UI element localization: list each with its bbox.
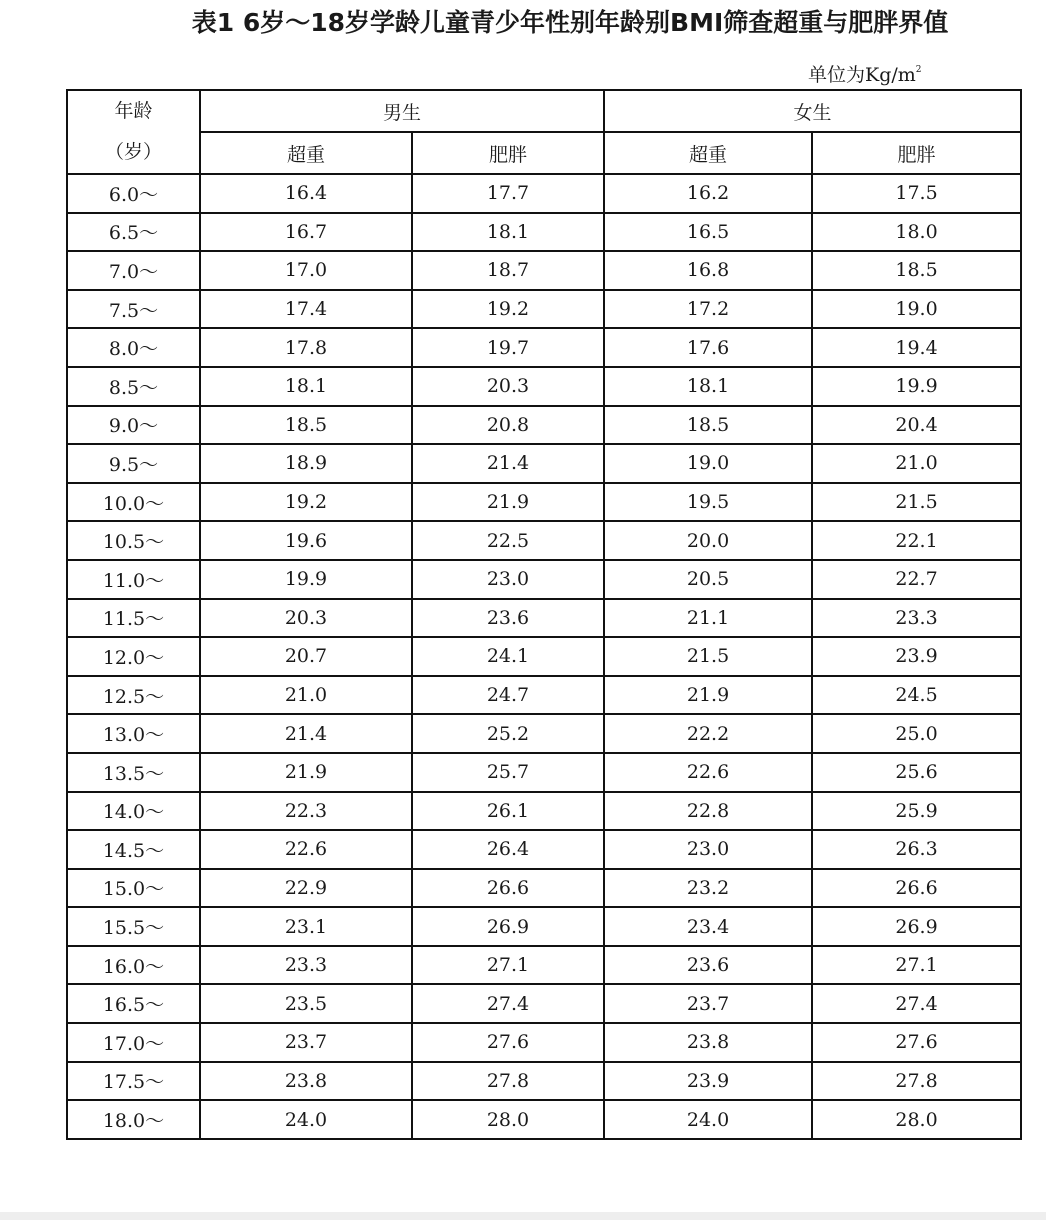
- table-row: [67, 406, 1021, 445]
- age-cell: 16.0～: [67, 946, 200, 985]
- male-obesity-cell: 19.7: [412, 328, 604, 367]
- age-cell: 14.0～: [67, 792, 200, 831]
- age-cell: 11.0～: [67, 560, 200, 599]
- age-header-label: 年龄: [114, 100, 153, 122]
- age-cell: 15.0～: [67, 869, 200, 908]
- table-row: [67, 984, 1021, 1023]
- male-overweight-cell: 20.7: [200, 637, 412, 676]
- table-row: [67, 946, 1021, 985]
- female-overweight-cell: 20.0: [604, 521, 812, 560]
- female-obesity-cell: 27.4: [812, 984, 1021, 1023]
- unit-text: 单位为Kg/m: [808, 64, 916, 86]
- female-obesity-cell: 19.9: [812, 367, 1021, 406]
- male-overweight-cell: 23.5: [200, 984, 412, 1023]
- male-overweight-cell: 21.9: [200, 753, 412, 792]
- table-row: [67, 251, 1021, 290]
- table-row: [67, 714, 1021, 753]
- female-overweight-cell: 24.0: [604, 1100, 812, 1139]
- male-overweight-cell: 17.8: [200, 328, 412, 367]
- female-overweight-cell: 21.9: [604, 676, 812, 715]
- age-cell: 9.5～: [67, 444, 200, 483]
- female-obesity-cell: 22.7: [812, 560, 1021, 599]
- female-overweight-cell: 22.2: [604, 714, 812, 753]
- male-overweight-cell: 21.0: [200, 676, 412, 715]
- female-obesity-cell: 17.5: [812, 174, 1021, 213]
- male-overweight-header: 超重: [200, 132, 412, 174]
- female-obesity-cell: 25.9: [812, 792, 1021, 831]
- male-obesity-cell: 19.2: [412, 290, 604, 329]
- age-cell: 11.5～: [67, 599, 200, 638]
- female-obesity-cell: 26.6: [812, 869, 1021, 908]
- male-overweight-cell: 23.7: [200, 1023, 412, 1062]
- age-cell: 13.0～: [67, 714, 200, 753]
- male-obesity-cell: 18.7: [412, 251, 604, 290]
- male-obesity-cell: 26.6: [412, 869, 604, 908]
- age-cell: 18.0～: [67, 1100, 200, 1139]
- female-overweight-cell: 23.2: [604, 869, 812, 908]
- bmi-cutoff-table: [66, 89, 1022, 1140]
- male-overweight-cell: 16.4: [200, 174, 412, 213]
- female-overweight-cell: 23.6: [604, 946, 812, 985]
- female-overweight-header: 超重: [604, 132, 812, 174]
- table-header: [67, 90, 1021, 174]
- table-row: [67, 1100, 1021, 1139]
- table-row: [67, 869, 1021, 908]
- female-obesity-cell: 26.3: [812, 830, 1021, 869]
- age-cell: 17.5～: [67, 1062, 200, 1101]
- male-obesity-cell: 21.9: [412, 483, 604, 522]
- female-overweight-cell: 19.5: [604, 483, 812, 522]
- male-obesity-cell: 25.2: [412, 714, 604, 753]
- age-cell: 12.5～: [67, 676, 200, 715]
- table-row: [67, 328, 1021, 367]
- age-cell: 15.5～: [67, 907, 200, 946]
- age-cell: 10.0～: [67, 483, 200, 522]
- male-overweight-cell: 17.0: [200, 251, 412, 290]
- table-row: [67, 792, 1021, 831]
- table-row: [67, 1062, 1021, 1101]
- female-obesity-cell: 22.1: [812, 521, 1021, 560]
- male-obesity-cell: 24.7: [412, 676, 604, 715]
- male-overweight-cell: 18.9: [200, 444, 412, 483]
- table-row: [67, 1023, 1021, 1062]
- male-obesity-cell: 26.1: [412, 792, 604, 831]
- female-overweight-cell: 23.7: [604, 984, 812, 1023]
- female-obesity-cell: 19.0: [812, 290, 1021, 329]
- male-obesity-cell: 20.3: [412, 367, 604, 406]
- female-overweight-cell: 18.5: [604, 406, 812, 445]
- age-cell: 8.0～: [67, 328, 200, 367]
- age-header-unit: （岁）: [104, 141, 162, 163]
- header-row-categories: [67, 132, 1021, 174]
- female-obesity-cell: 27.6: [812, 1023, 1021, 1062]
- male-obesity-cell: 17.7: [412, 174, 604, 213]
- female-obesity-cell: 27.8: [812, 1062, 1021, 1101]
- male-overweight-cell: 16.7: [200, 213, 412, 252]
- male-obesity-cell: 26.4: [412, 830, 604, 869]
- table-row: [67, 753, 1021, 792]
- age-cell: 9.0～: [67, 406, 200, 445]
- table-row: [67, 174, 1021, 213]
- female-overweight-cell: 23.9: [604, 1062, 812, 1101]
- age-cell: 10.5～: [67, 521, 200, 560]
- female-overweight-cell: 19.0: [604, 444, 812, 483]
- female-overweight-cell: 23.0: [604, 830, 812, 869]
- table-row: [67, 290, 1021, 329]
- table-row: [67, 637, 1021, 676]
- male-overweight-cell: 18.1: [200, 367, 412, 406]
- male-group-header: 男生: [200, 90, 604, 132]
- table-row: [67, 676, 1021, 715]
- male-obesity-cell: 21.4: [412, 444, 604, 483]
- female-obesity-cell: 18.0: [812, 213, 1021, 252]
- male-overweight-cell: 23.8: [200, 1062, 412, 1101]
- table-row: [67, 367, 1021, 406]
- age-cell: 6.5～: [67, 213, 200, 252]
- page-bottom-edge: [0, 1212, 1046, 1220]
- female-overweight-cell: 18.1: [604, 367, 812, 406]
- table-row: [67, 907, 1021, 946]
- header-row-groups: [67, 90, 1021, 132]
- female-group-header: 女生: [604, 90, 1021, 132]
- male-obesity-cell: 27.6: [412, 1023, 604, 1062]
- male-overweight-cell: 23.3: [200, 946, 412, 985]
- male-obesity-cell: 28.0: [412, 1100, 604, 1139]
- female-overweight-cell: 16.8: [604, 251, 812, 290]
- female-obesity-cell: 21.5: [812, 483, 1021, 522]
- male-obesity-cell: 25.7: [412, 753, 604, 792]
- female-obesity-cell: 24.5: [812, 676, 1021, 715]
- table-row: [67, 560, 1021, 599]
- female-overweight-cell: 23.8: [604, 1023, 812, 1062]
- female-overweight-cell: 23.4: [604, 907, 812, 946]
- male-overweight-cell: 18.5: [200, 406, 412, 445]
- female-overweight-cell: 17.2: [604, 290, 812, 329]
- female-obesity-cell: 23.9: [812, 637, 1021, 676]
- male-obesity-cell: 18.1: [412, 213, 604, 252]
- male-overweight-cell: 22.6: [200, 830, 412, 869]
- female-obesity-cell: 18.5: [812, 251, 1021, 290]
- male-obesity-cell: 20.8: [412, 406, 604, 445]
- male-overweight-cell: 19.2: [200, 483, 412, 522]
- female-overweight-cell: 21.1: [604, 599, 812, 638]
- female-obesity-cell: 27.1: [812, 946, 1021, 985]
- table-row: [67, 521, 1021, 560]
- male-obesity-cell: 27.1: [412, 946, 604, 985]
- male-obesity-cell: 24.1: [412, 637, 604, 676]
- male-obesity-cell: 22.5: [412, 521, 604, 560]
- age-cell: 6.0～: [67, 174, 200, 213]
- age-cell: 8.5～: [67, 367, 200, 406]
- male-overweight-cell: 19.9: [200, 560, 412, 599]
- age-cell: 16.5～: [67, 984, 200, 1023]
- male-obesity-header: 肥胖: [412, 132, 604, 174]
- table-row: [67, 599, 1021, 638]
- male-overweight-cell: 22.9: [200, 869, 412, 908]
- male-obesity-cell: 27.4: [412, 984, 604, 1023]
- age-cell: 7.5～: [67, 290, 200, 329]
- male-overweight-cell: 20.3: [200, 599, 412, 638]
- female-obesity-cell: 25.6: [812, 753, 1021, 792]
- female-overweight-cell: 16.2: [604, 174, 812, 213]
- male-overweight-cell: 24.0: [200, 1100, 412, 1139]
- male-overweight-cell: 23.1: [200, 907, 412, 946]
- age-column-header: [67, 90, 200, 174]
- male-overweight-cell: 19.6: [200, 521, 412, 560]
- female-obesity-cell: 19.4: [812, 328, 1021, 367]
- age-cell: 14.5～: [67, 830, 200, 869]
- unit-label: [808, 58, 922, 87]
- age-cell: 17.0～: [67, 1023, 200, 1062]
- male-obesity-cell: 26.9: [412, 907, 604, 946]
- age-cell: 7.0～: [67, 251, 200, 290]
- table-title: 表1 6岁～18岁学龄儿童青少年性别年龄别BMI筛查超重与肥胖界值: [191, 8, 949, 37]
- table-row: [67, 830, 1021, 869]
- female-overweight-cell: 21.5: [604, 637, 812, 676]
- female-obesity-cell: 20.4: [812, 406, 1021, 445]
- female-obesity-header: 肥胖: [812, 132, 1021, 174]
- female-obesity-cell: 26.9: [812, 907, 1021, 946]
- age-cell: 12.0～: [67, 637, 200, 676]
- table-body: [67, 174, 1021, 1139]
- female-obesity-cell: 25.0: [812, 714, 1021, 753]
- female-overweight-cell: 20.5: [604, 560, 812, 599]
- female-overweight-cell: 22.6: [604, 753, 812, 792]
- female-overweight-cell: 17.6: [604, 328, 812, 367]
- female-overweight-cell: 22.8: [604, 792, 812, 831]
- male-obesity-cell: 23.0: [412, 560, 604, 599]
- unit-superscript: 2: [915, 65, 922, 75]
- female-overweight-cell: 16.5: [604, 213, 812, 252]
- age-cell: 13.5～: [67, 753, 200, 792]
- male-obesity-cell: 23.6: [412, 599, 604, 638]
- table-row: [67, 213, 1021, 252]
- male-overweight-cell: 21.4: [200, 714, 412, 753]
- male-overweight-cell: 22.3: [200, 792, 412, 831]
- female-obesity-cell: 28.0: [812, 1100, 1021, 1139]
- table-row: [67, 444, 1021, 483]
- table-row: [67, 483, 1021, 522]
- female-obesity-cell: 23.3: [812, 599, 1021, 638]
- male-overweight-cell: 17.4: [200, 290, 412, 329]
- male-obesity-cell: 27.8: [412, 1062, 604, 1101]
- female-obesity-cell: 21.0: [812, 444, 1021, 483]
